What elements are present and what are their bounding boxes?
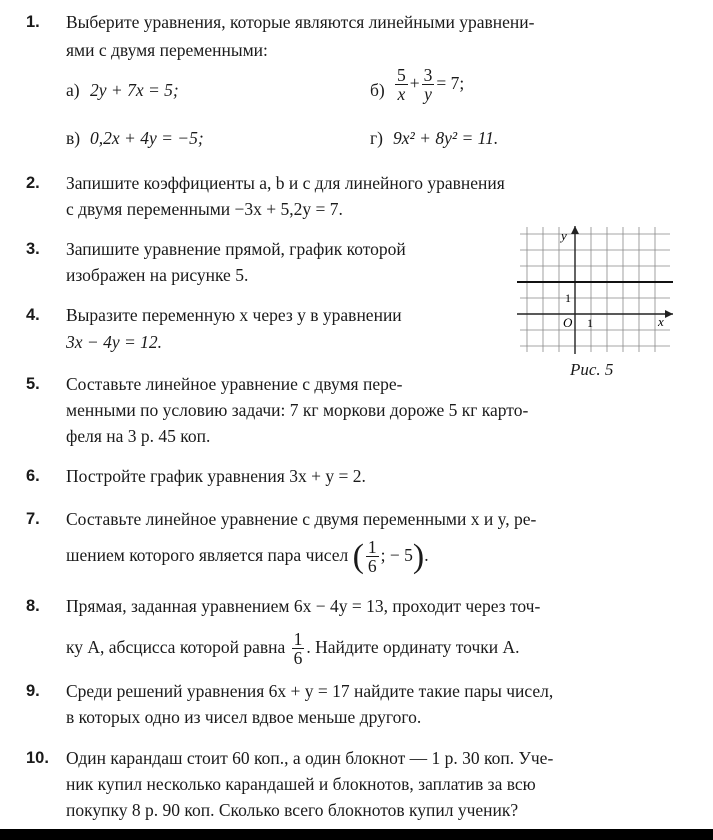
problem-8-frac-den: 6	[293, 648, 303, 669]
option-b-equation	[393, 66, 464, 104]
y-axis-arrow	[571, 226, 579, 234]
problem-8-text-line2-start: ку A, абсцисса которой равна	[66, 636, 286, 657]
problem-8-text-line2	[66, 630, 520, 668]
option-b-frac1-num: 5	[397, 65, 406, 85]
problem-8-text-line1: Прямая, заданная уравнением 6x − 4y = 13, проходит через точ-	[66, 596, 541, 616]
problem-1-text-line1: Выберите уравнения, которые являются линейными уравнени-	[66, 12, 535, 32]
option-d-equation: 9x² + 8y² = 11.	[393, 128, 499, 148]
x-axis-label: x	[658, 314, 664, 329]
problem-5-text-line2: менными по условию задачи: 7 кг моркови дороже 5 кг карто-	[66, 400, 529, 420]
problem-8-frac-num: 1	[293, 629, 303, 649]
problem-5-text-line1: Составьте линейное уравнение с двумя пере-	[66, 374, 403, 394]
problem-9-text-line2: в которых одно из чисел вдвое меньше другого.	[66, 707, 422, 727]
problem-4-text-line1: Выразите переменную x через y в уравнении	[66, 305, 402, 325]
problem-7-text-line1: Составьте линейное уравнение с двумя переменными x и y, ре-	[66, 509, 537, 529]
problem-3-text-line1: Запишите уравнение прямой, график которой	[66, 239, 406, 259]
x-unit-label: 1	[587, 316, 593, 330]
y-axis-label: y	[561, 228, 567, 243]
problem-7-frac-den: 6	[367, 556, 377, 577]
x-axis-arrow	[665, 310, 673, 318]
option-b-rest: = 7;	[436, 72, 465, 93]
problem-1-text-line2: ями с двумя переменными:	[66, 40, 268, 60]
problem-9-number: 9.	[26, 682, 40, 700]
problem-4-number: 4.	[26, 306, 40, 324]
problem-7-text-line2-start: шением которого является пара чисел	[66, 544, 349, 565]
problem-10-text-line2: ник купил несколько карандашей и блокнотов, заплатив за всю	[66, 774, 536, 794]
option-c-equation: 0,2x + 4y = −5;	[90, 128, 204, 148]
option-c-label: в)	[66, 128, 81, 148]
problem-1-number: 1.	[26, 13, 40, 31]
problem-8-text-line2-end: . Найдите ординату точки A.	[306, 636, 520, 657]
problem-9-text-line1: Среди решений уравнения 6x + y = 17 найдите такие пары чисел,	[66, 681, 554, 701]
origin-label: O	[563, 315, 573, 330]
problem-3-text-line2: изображен на рисунке 5.	[66, 265, 249, 285]
problem-10-text-line3: покупку 8 р. 90 коп. Сколько всего блокнотов купил ученик?	[66, 800, 519, 820]
figure-5-graph	[515, 222, 675, 357]
problem-10-number: 10.	[26, 749, 49, 767]
problem-5-number: 5.	[26, 375, 40, 393]
problem-7-line-end: .	[424, 544, 429, 565]
problem-4-text-line2: 3x − 4y = 12.	[66, 332, 163, 352]
option-a-label: а)	[66, 80, 80, 100]
option-a-equation: 2y + 7x = 5;	[90, 80, 179, 100]
option-b-plus: +	[409, 72, 420, 93]
option-d-label: г)	[370, 128, 384, 148]
problem-6-number: 6.	[26, 467, 40, 485]
problem-7-text-line2	[66, 538, 429, 576]
y-unit-label: 1	[565, 291, 571, 305]
option-b-frac1-den: x	[397, 84, 406, 105]
problem-7-pair-rest: ; − 5	[380, 544, 413, 565]
problem-3-number: 3.	[26, 240, 40, 258]
option-b-label: б)	[370, 80, 385, 100]
problem-5-text-line3: феля на 3 р. 45 коп.	[66, 426, 211, 446]
problem-7-number: 7.	[26, 510, 40, 528]
grid	[520, 227, 670, 352]
option-b-frac2-den: y	[424, 84, 432, 105]
left-paren: (	[352, 537, 364, 575]
problem-2-text-line1: Запишите коэффициенты a, b и c для линейного уравнения	[66, 173, 505, 193]
problem-8-number: 8.	[26, 597, 40, 615]
problem-2-text-line2: с двумя переменными −3x + 5,2y = 7.	[66, 199, 343, 219]
problem-7-frac-num: 1	[367, 537, 377, 557]
problem-2-number: 2.	[26, 174, 40, 192]
problem-6-text: Постройте график уравнения 3x + y = 2.	[66, 466, 366, 486]
figure-caption: Рис. 5	[570, 360, 614, 379]
right-paren: )	[412, 537, 425, 575]
option-b-frac2-num: 3	[423, 65, 433, 85]
problem-10-text-line1: Один карандаш стоит 60 коп., а один блокнот — 1 р. 30 коп. Уче-	[66, 748, 554, 768]
